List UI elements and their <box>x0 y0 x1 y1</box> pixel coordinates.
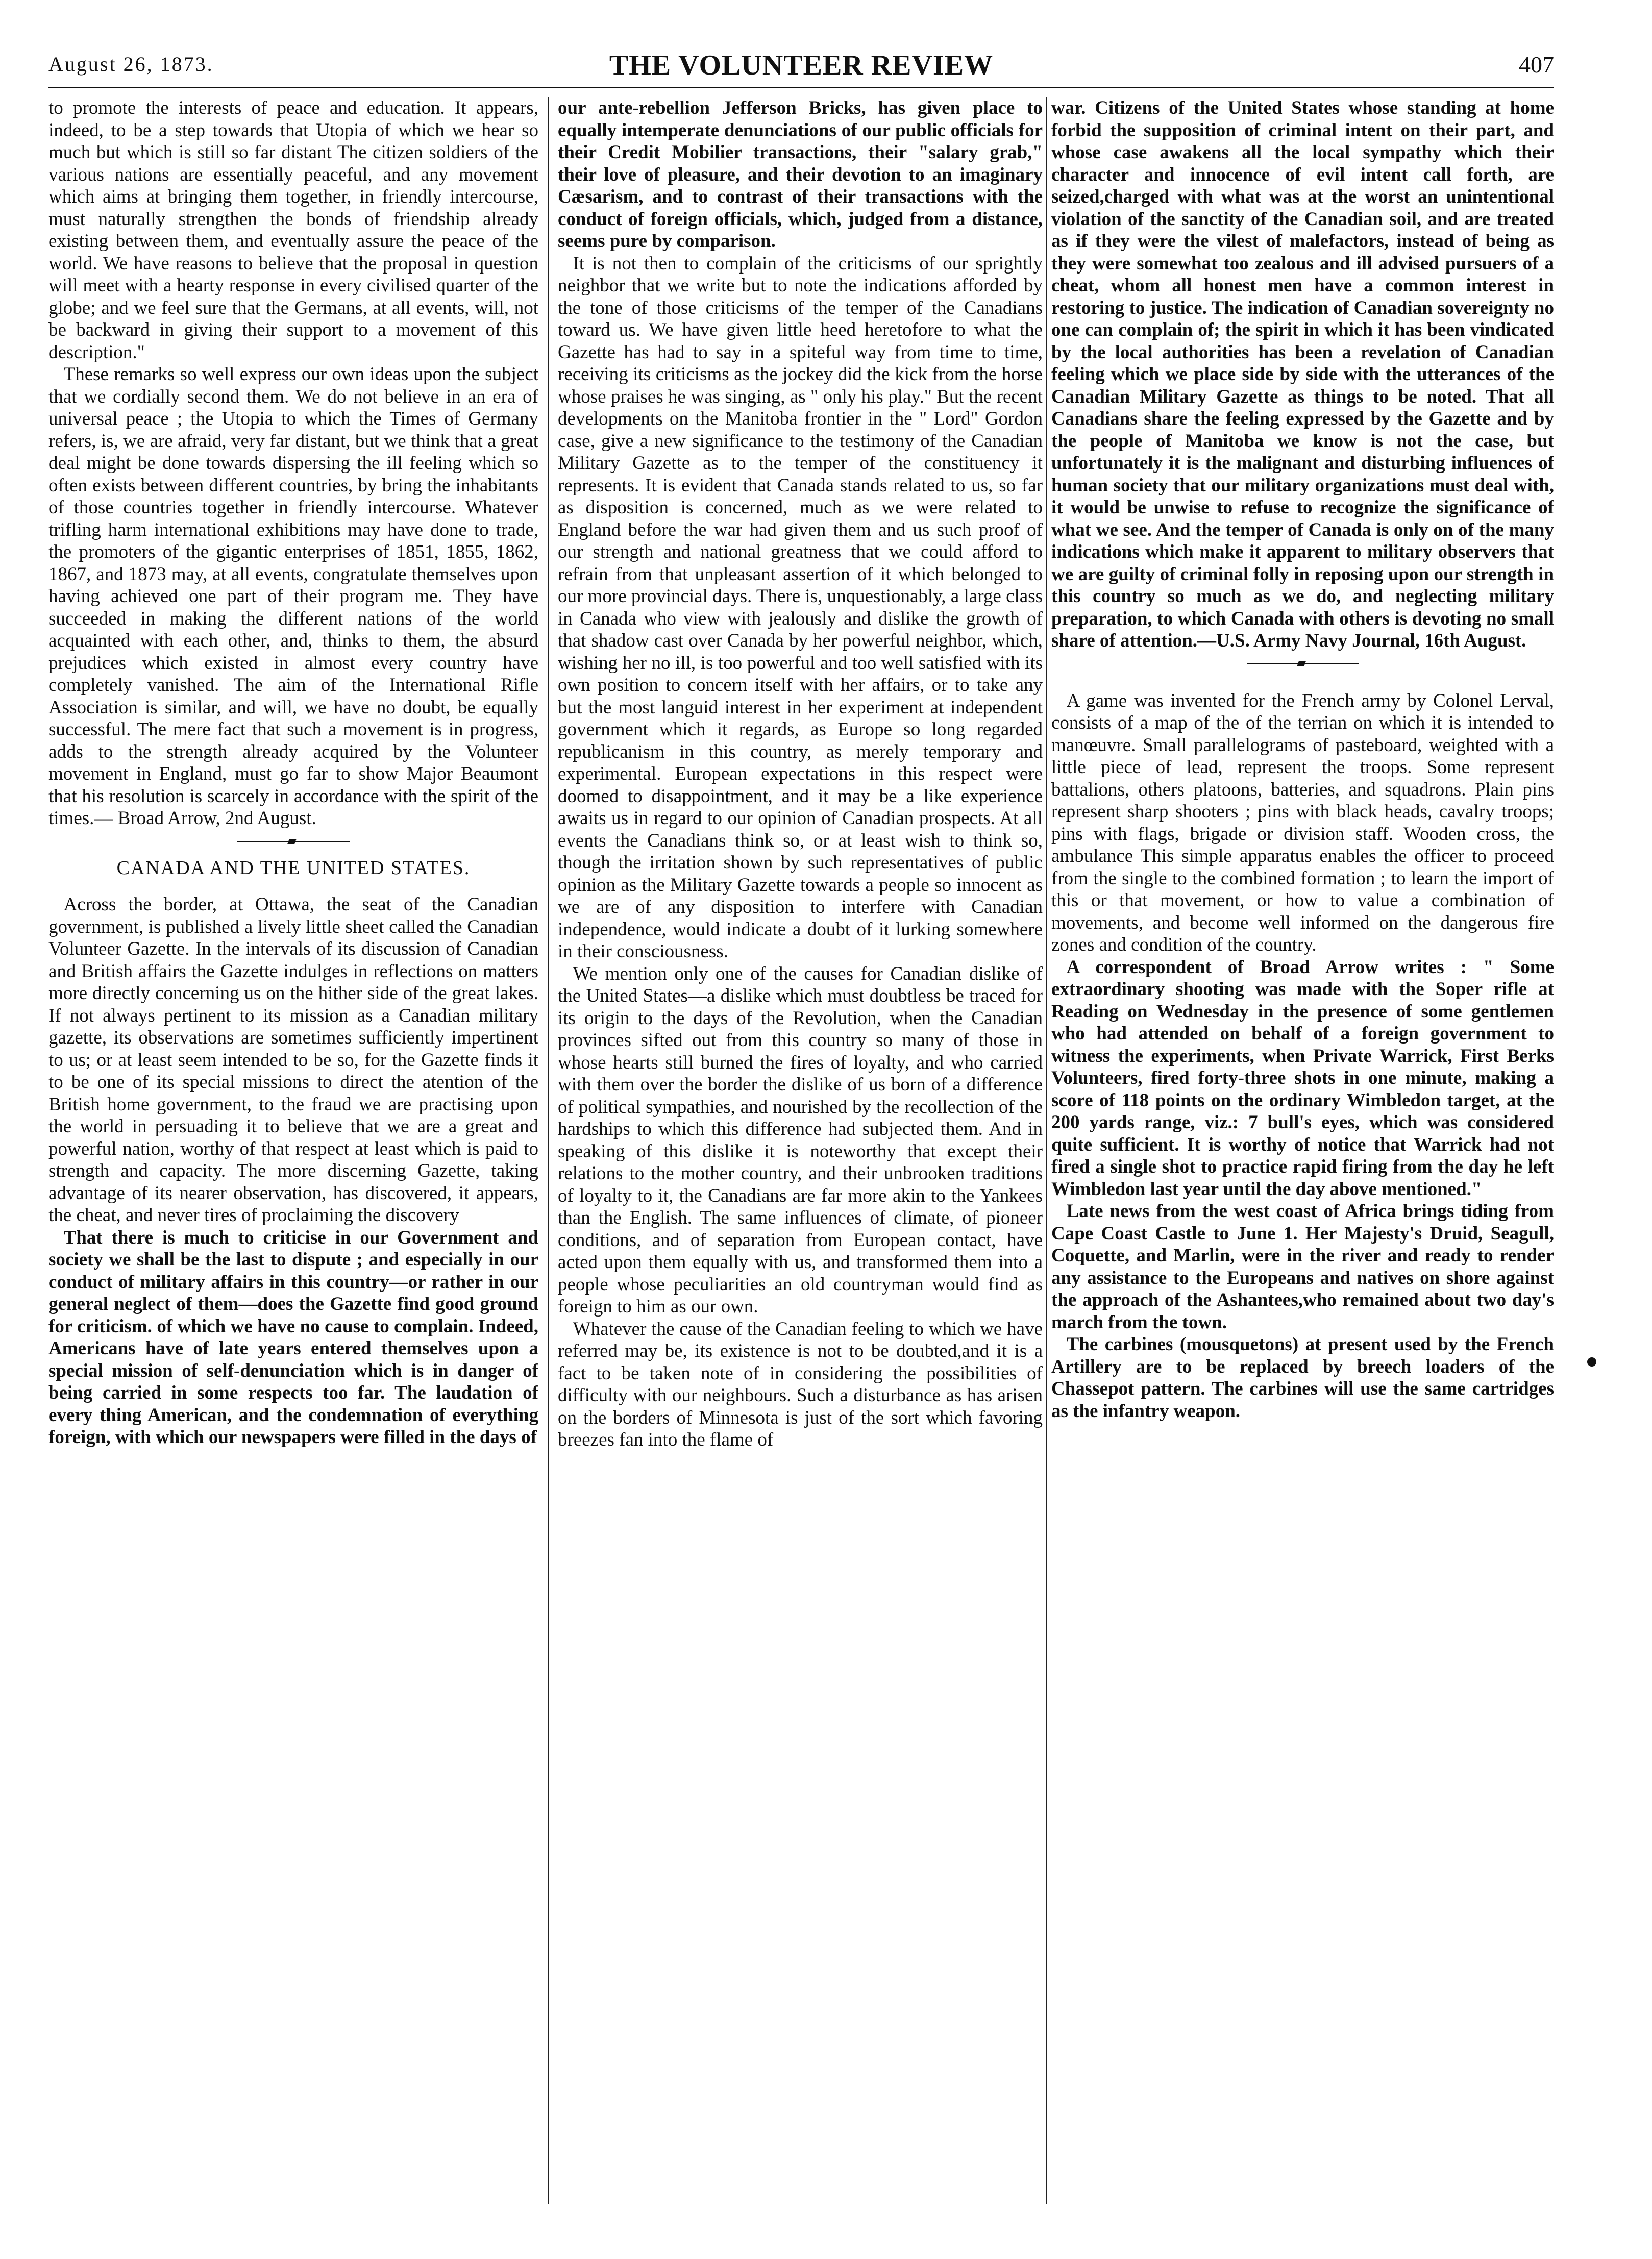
header-rule <box>48 87 1554 88</box>
article-paragraph: Across the border, at Ottawa, the seat of the Canadian government, is published a lively little sheet called the Canadian Volunteer Gazette. In the intervals of its discussion of Canadian and British affairs the Gazette indulges in reflections on matters more directly concerning us on the hither side of the great lakes. If not always pertinent to its mission as a Canadian military gazette, its observations are sometimes sufficiently impertinent to us; or at least seem intended to be so, for the Gazette finds it to be one of its special missions to direct the atention of the British home government, to the fraud we are practising upon the world in persuading it to believe that we are a great and powerful nation, worthy of that respect at least which is paid to strength and capacity. The more discerning Gazette, taking advantage of its nearer observation, has discovered, it appears, the cheat, and never tires of proclaiming the discovery <box>48 894 538 1226</box>
article-paragraph: to promote the interests of peace and education. It appears, indeed, to be a step towards that Utopia of which we hear so much but which is still so far distant The citizen soldiers of the various nations are essentially peaceful, and any movement which aims at bringing them together, in friendly intercourse, must naturally strengthen the bonds of friendship already existing between them, and eventually assure the peace of the world. We have reasons to believe that the proposal in question will meet with a hearty response in every civilised quarter of the globe; and we feel sure that the Germans, at all events, will, not be backward in giving their support to a movement of this description." <box>48 97 538 363</box>
page-header <box>48 49 1554 85</box>
article-paragraph: These remarks so well express our own ideas upon the subject that we cordially second them. We do not believe in an era of universal peace ; the Utopia to which the Times of Germany refers, is, we are afraid, very far distant, but we think that a great deal might be done towards dispersing the ill feeling which so often exists between different countries, by bring the inhabitants of those countries together in friendly intercourse. Whatever trifling harm international exhibitions may have done to trade, the promoters of the gigantic enterprises of 1851, 1855, 1862, 1867, and 1873 may, at all events, congratulate themselves upon having achieved one part of their program me. They have succeeded in making the different nations of the world acquainted with each other, and, thinks to them, the absurd prejudices which existed in almost every country have completely vanished. The aim of the International Rifle Association is similar, and will, we have no doubt, be equally successful. The mere fact that such a movement is in progress, adds to the strength already acquired by the Volunteer movement in England, must go far to show Major Beaumont that his resolution is scarcely in accordance with the spirit of the times.— Broad Arrow, 2nd August. <box>48 364 538 829</box>
column-3 <box>1051 97 1554 2204</box>
article-paragraph: A correspondent of Broad Arrow writes : " Some extraordinary shooting was made with the Soper rifle at Reading on Wednesday in the presence of some gentlemen who had attended on behalf of a foreign government to witness the experiments, when Private Warrick, First Berks Volunteers, fired forty-three shots in one minute, making a score of 118 points on the ordinary Wimbledon target, at the 200 yards range, viz.: 7 bull's eyes, which was considered quite sufficient. It is worthy of notice that Warrick had not fired a single shot to practice rapid firing from the day he left Wimbledon last year until the day above mentioned." <box>1051 956 1554 1200</box>
section-divider <box>1247 661 1359 666</box>
article-paragraph: war. Citizens of the United States whose standing at home forbid the supposition of criminal intent on their part, and whose case awakens all the local sympathy which their character and innocence of evil intent call forth, are seized,charged with what was at the worst an unintentional violation of the sanctity of the Canadian soil, and are treated as if they were the vilest of malefactors, instead of being as they were somewhat too zealous and ill advised pursuers of a cheat, whom all honest men have a common interest in restoring to justice. The indication of Canadian sovereignty no one can complain of; the spirit in which it has been vindicated by the local authorities has been a revelation of Canadian feeling which we place side by side with the utterances of the Canadian Military Gazette as things to be noted. That all Canadians share the feeling expressed by the Gazette and by the people of Manitoba we know is not the case, but unfortunately it is the malignant and disturbing influences of human society that our military organizations must deal with, it would be unwise to refuse to recognize the significance of what we see. And the temper of Canada is only on of the many indications which make it apparent to military observers that we are guilty of criminal folly in reposing upon our strength in this country so much as we do, and neglecting military preparation, to which Canada with others is devoting no small share of attention.—U.S. Army Navy Journal, 16th August. <box>1051 97 1554 651</box>
article-paragraph: our ante-rebellion Jefferson Bricks, has given place to equally intemperate denunciations of our public officials for their Credit Mobilier transactions, their "salary grab," their love of pleasure, and their devotion to an imaginary Cæsarism, and to contrast of their transactions with the conduct of foreign officials, which, judged from a distance, seems pure by comparison. <box>558 97 1043 252</box>
article-paragraph: Late news from the west coast of Africa brings tiding from Cape Coast Castle to June 1. Her Majesty's Druid, Seagull, Coquette, and Marlin, were in the river and ready to render any assistance to the Europeans and natives on shore against the approach of the Ashantees,who remained about two day's march from the town. <box>1051 1201 1554 1333</box>
page-number: 407 <box>1519 52 1554 78</box>
article-paragraph: That there is much to criticise in our Government and society we shall be the last to dispute ; and especially in our conduct of military affairs in this country—or rather in our general neglect of them—does the Gazette find good ground for criticism. of which we have no cause to complain. Indeed, Americans have of late years entered themselves upon a special mission of self-denunciation which is in danger of being carried in some respects too far. The laudation of every thing American, and the condemnation of everything foreign, with which our newspapers were filled in the days of <box>48 1227 538 1448</box>
article-paragraph: We mention only one of the causes for Canadian dislike of the United States—a dislike which must doubtless be traced for its origin to the days of the Revolution, when the Canadian provinces sifted out from this country so many of those in whose hearts still burned the fires of loyalty, and who carried with them over the border the dislike of us born of a difference of political sympathies, and nourished by the recollection of the hardships to which this difference had subjected them. And in speaking of this dislike it is noteworthy that except their relations to the mother country, and their unbrooken traditions of loyalty to it, the Canadians are far more akin to the Yankees than the English. The same influences of climate, of pioneer conditions, and of separation from European contact, have acted upon them equally with us, and transformed them into a people whose peculiarities an old countryman would find as foreign to him as our own. <box>558 963 1043 1317</box>
article-paragraph: Whatever the cause of the Canadian feeling to which we have referred may be, its existence is not to be doubted,and it is a fact to be taken note of in considering the possibilities of difficulty with our neighbours. Such a disturbance as has arisen on the borders of Minnesota is just of the sort which favoring breezes fan into the flame of <box>558 1318 1043 1450</box>
column-divider <box>1046 97 1047 2204</box>
ink-dot-mark <box>1587 1357 1596 1367</box>
issue-date: August 26, 1873. <box>48 53 214 76</box>
article-paragraph: The carbines (mousquetons) at present used by the French Artillery are to be replaced by breech loaders of the Chassepot pattern. The carbines will use the same cartridges as the infantry weapon. <box>1051 1334 1554 1422</box>
article-paragraph: It is not then to complain of the criticisms of our sprightly neighbor that we write but to note the indications afforded by the tone of those criticisms of the temper of the Canadians toward us. We have given little heed heretofore to what the Gazette has had to say in a spiteful way from time to time, receiving its criticisms as the jockey did the kick from the horse whose praises he was singing, as " only his play." But the recent developments on the Manitoba frontier in the " Lord" Gordon case, give a new significance to the testimony of the Canadian Military Gazette as to the temper of the constituency it represents. It is evident that Canada stands related to us, so far as disposition is concerned, much as we were related to England before the war had given them and us such proof of our strength and national greatness that we could afford to refrain from that unpleasant assertion of it which belonged to our more provincial days. There is, unquestionably, a large class in Canada who view with jealously and dislike the growth of that shadow cast over Canada by her powerful neighbor, which, wishing her no ill, is too powerful and too well satisfied with its own position to concern itself with her affairs, or to take any but the most languid interest in her experiment at independent government which it regards, as Europe so long regarded republicanism in this country, as merely temporary and experimental. European expectations in this respect were doomed to disappointment, and it may be a like experience awaits us in regard to our opinion of Canadian prospects. At all events the Canadians think so, or at least wish to think so, though the irritation shown by such representatives of public opinion as the Military Gazette towards a people so innocent as we are of any disposition to interfere with Canadian independence, would indicate a doubt of it lurking somewhere in their consciousness. <box>558 253 1043 962</box>
column-2 <box>558 97 1043 2204</box>
section-divider <box>237 839 350 844</box>
article-heading: CANADA AND THE UNITED STATES. <box>116 857 471 879</box>
column-1 <box>48 97 538 2204</box>
publication-title: THE VOLUNTEER REVIEW <box>609 49 994 81</box>
column-divider <box>548 97 549 2204</box>
article-paragraph: A game was invented for the French army by Colonel Lerval, consists of a map of the of the terrian on which it is intended to manœuvre. Small parallelograms of pasteboard, weighted with a little piece of lead, represent the troops. Some represent battalions, others platoons, batteries, and squadrons. Plain pins represent sharp shooters ; pins with black heads, cavalry troops; pins with flags, brigade or division staff. Wooden cross, the ambulance This simple apparatus enables the officer to proceed from the single to the combined formation ; to learn the import of this or that movement, or how to value a combination of movements, and become well informed on the dangerous fire zones and condition of the country. <box>1051 690 1554 955</box>
